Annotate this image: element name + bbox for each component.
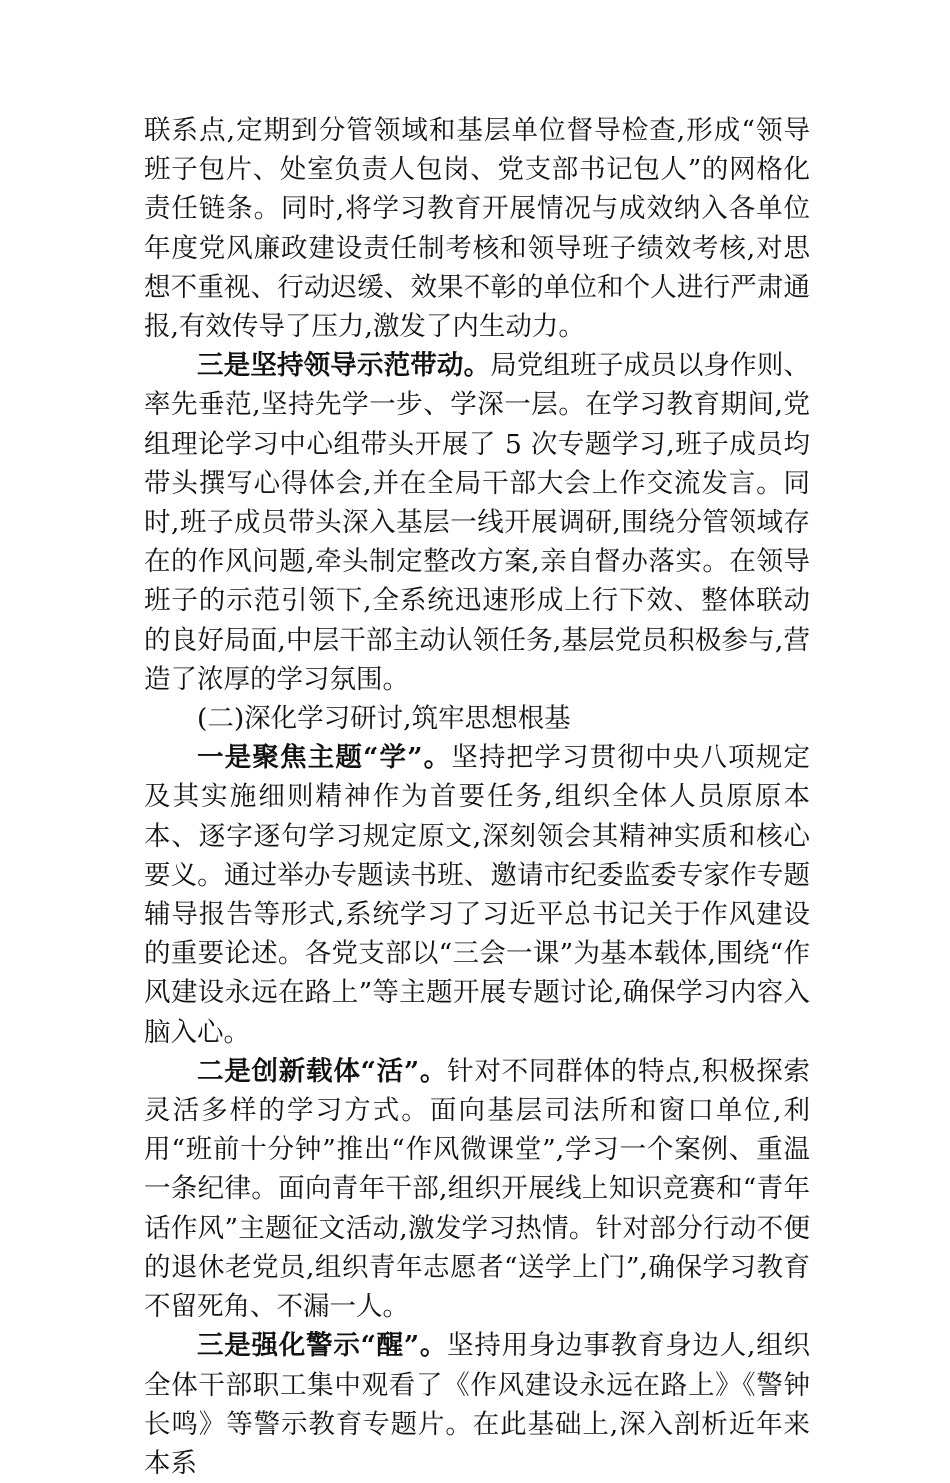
section-heading (144, 699, 810, 738)
section-heading-text: (二)深化学习研讨,筑牢思想根基 (197, 703, 571, 735)
paragraph-lead-heading: 二是创新载体“活”。 (197, 1055, 448, 1087)
paragraph-lead-heading: 一是聚焦主题“学”。 (197, 742, 452, 774)
paragraph-text: 坚持用身边事教育身边人,组织全体干部职工集中观看了《作风建设永远在路上》《警钟长鸣》等警示教育专题片。在此基础上,深入剖析近年来本系 (144, 1330, 810, 1479)
paragraph-warning-education (144, 1326, 810, 1483)
document-page (144, 111, 810, 1483)
paragraph-leadership-example (144, 346, 810, 699)
paragraph-focus-study (144, 738, 810, 1052)
paragraph-text: 针对不同群体的特点,积极探索灵活多样的学习方式。面向基层司法所和窗口单位,利用“班前十分钟”推出“作风微课堂”,学习一个案例、重温一条纪律。面向青年干部,组织开展线上知识竞赛和“青年话作风”主题征文活动,激发学习热情。针对部分行动不便的退休老党员,组织青年志愿者“送学上门”,确保学习教育不留死角、不漏一人。 (144, 1055, 810, 1323)
paragraph-text: 局党组班子成员以身作则、率先垂范,坚持先学一步、学深一层。在学习教育期间,党组理论学习中心组带头开展了 5 次专题学习,班子成员均带头撰写心得体会,并在全局干部大会上作交流发言。同时,班子成员带头深入基层一线开展调研,围绕分管领域存在的作风问题,牵头制定整改方案,亲自督办落实。在领导班子的示范引领下,全系统迅速形成上行下效、整体联动的良好局面,中层干部主动认领任务,基层党员积极参与,营造了浓厚的学习氛围。 (144, 350, 810, 695)
paragraph-continuation (144, 111, 810, 346)
paragraph-lead-heading: 三是坚持领导示范带动。 (197, 350, 491, 382)
paragraph-text: 联系点,定期到分管领域和基层单位督导检查,形成“领导班子包片、处室负责人包岗、党支部书记包人”的网格化责任链条。同时,将学习教育开展情况与成效纳入各单位年度党风廉政建设责任制考核和领导班子绩效考核,对思想不重视、行动迟缓、效果不彰的单位和个人进行严肃通报,有效传导了压力,激发了内生动力。 (144, 115, 810, 343)
paragraph-innovative-carrier (144, 1052, 810, 1326)
paragraph-text: 坚持把学习贯彻中央八项规定及其实施细则精神作为首要任务,组织全体人员原原本本、逐字逐句学习规定原文,深刻领会其精神实质和核心要义。通过举办专题读书班、邀请市纪委监委专家作专题辅导报告等形式,系统学习了习近平总书记关于作风建设的重要论述。各党支部以“三会一课”为基本载体,围绕“作风建设永远在路上”等主题开展专题讨论,确保学习内容入脑入心。 (144, 742, 810, 1048)
paragraph-lead-heading: 三是强化警示“醒”。 (197, 1330, 448, 1362)
